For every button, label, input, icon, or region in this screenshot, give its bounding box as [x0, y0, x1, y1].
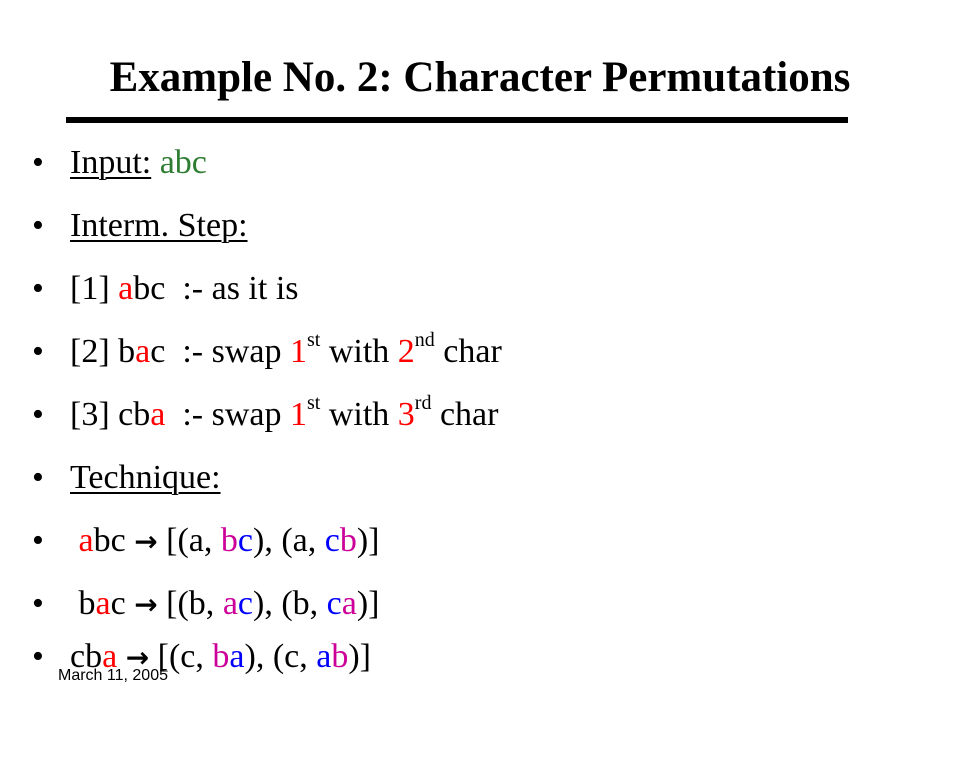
ordinal-suffix-2: rd	[414, 391, 432, 414]
char-a: a	[118, 270, 134, 307]
title-underline-rule	[66, 117, 848, 123]
ordinal-suffix-1: st	[307, 328, 321, 351]
char-c: c	[110, 585, 126, 622]
pair-close: )]	[356, 585, 380, 622]
bullet-marker: •	[32, 207, 44, 244]
char-c: c	[150, 333, 166, 370]
right-arrow-icon: →	[134, 525, 158, 558]
chars-cb: cb	[118, 396, 151, 433]
leading-space	[70, 585, 79, 622]
pair-char: b	[339, 522, 357, 559]
bullet-marker: •	[32, 459, 44, 496]
pair-char: b	[220, 522, 238, 559]
pair-char: a	[229, 638, 245, 675]
bullet-technique-cba	[32, 637, 912, 757]
bullet-marker: •	[32, 270, 44, 307]
pair-char: c	[326, 585, 342, 622]
pair-char: a	[222, 585, 238, 622]
chars-bc: bc	[93, 522, 126, 559]
technique-label: Technique:	[70, 459, 221, 496]
pair-char: a	[341, 585, 357, 622]
with-text: with	[320, 396, 398, 433]
char-a: a	[150, 396, 166, 433]
input-value: abc	[159, 144, 207, 181]
pair-char: a	[316, 638, 332, 675]
chars-bc: bc	[133, 270, 166, 307]
char-a: a	[78, 522, 94, 559]
input-label: Input:	[70, 144, 152, 181]
step-prefix: [2]	[70, 333, 119, 370]
bullet-marker: •	[32, 522, 44, 559]
ordinal-number-2: 2	[397, 333, 415, 370]
right-arrow-icon: →	[134, 588, 158, 621]
pair-open: [(c,	[157, 638, 213, 675]
step-description: :- swap	[165, 396, 290, 433]
step-description: :- swap	[165, 333, 290, 370]
ordinal-suffix-2: nd	[414, 328, 435, 351]
pair-char: b	[331, 638, 349, 675]
ordinal-suffix-1: st	[307, 391, 321, 414]
pair-middle: ), (a,	[253, 522, 325, 559]
ordinal-number-1: 1	[290, 333, 307, 370]
bullet-marker: •	[32, 333, 44, 370]
char-a: a	[102, 638, 118, 675]
bullet-marker: •	[32, 638, 44, 675]
pair-open: [(a,	[166, 522, 221, 559]
right-arrow-icon: →	[125, 641, 150, 674]
with-text: with	[320, 333, 398, 370]
bullet-marker: •	[32, 144, 44, 181]
pair-middle: ), (c,	[244, 638, 317, 675]
pair-open: [(b,	[166, 585, 223, 622]
bullet-marker: •	[32, 585, 44, 622]
step-prefix: [3]	[70, 396, 119, 433]
ordinal-number-1: 1	[290, 396, 307, 433]
char-a: a	[95, 585, 111, 622]
char-text: char	[434, 333, 502, 370]
bullet-marker: •	[32, 396, 44, 433]
char-b: b	[78, 585, 96, 622]
char-a: a	[135, 333, 151, 370]
chars-cb: cb	[70, 638, 103, 675]
pair-char: c	[237, 522, 253, 559]
char-text: char	[431, 396, 499, 433]
pair-close: )]	[356, 522, 380, 559]
pair-char: b	[212, 638, 230, 675]
char-b: b	[118, 333, 136, 370]
ordinal-number-2: 3	[397, 396, 415, 433]
footer-date: March 11, 2005	[58, 667, 168, 684]
interm-step-label: Interm. Step:	[70, 207, 248, 244]
pair-char: c	[237, 585, 253, 622]
step-prefix: [1]	[70, 270, 119, 307]
leading-space	[70, 522, 79, 559]
slide-title: Example No. 2: Character Permutations	[109, 54, 851, 101]
step-description: :- as it is	[165, 270, 299, 307]
pair-char: c	[324, 522, 340, 559]
pair-middle: ), (b,	[253, 585, 327, 622]
pair-close: )]	[348, 638, 371, 675]
